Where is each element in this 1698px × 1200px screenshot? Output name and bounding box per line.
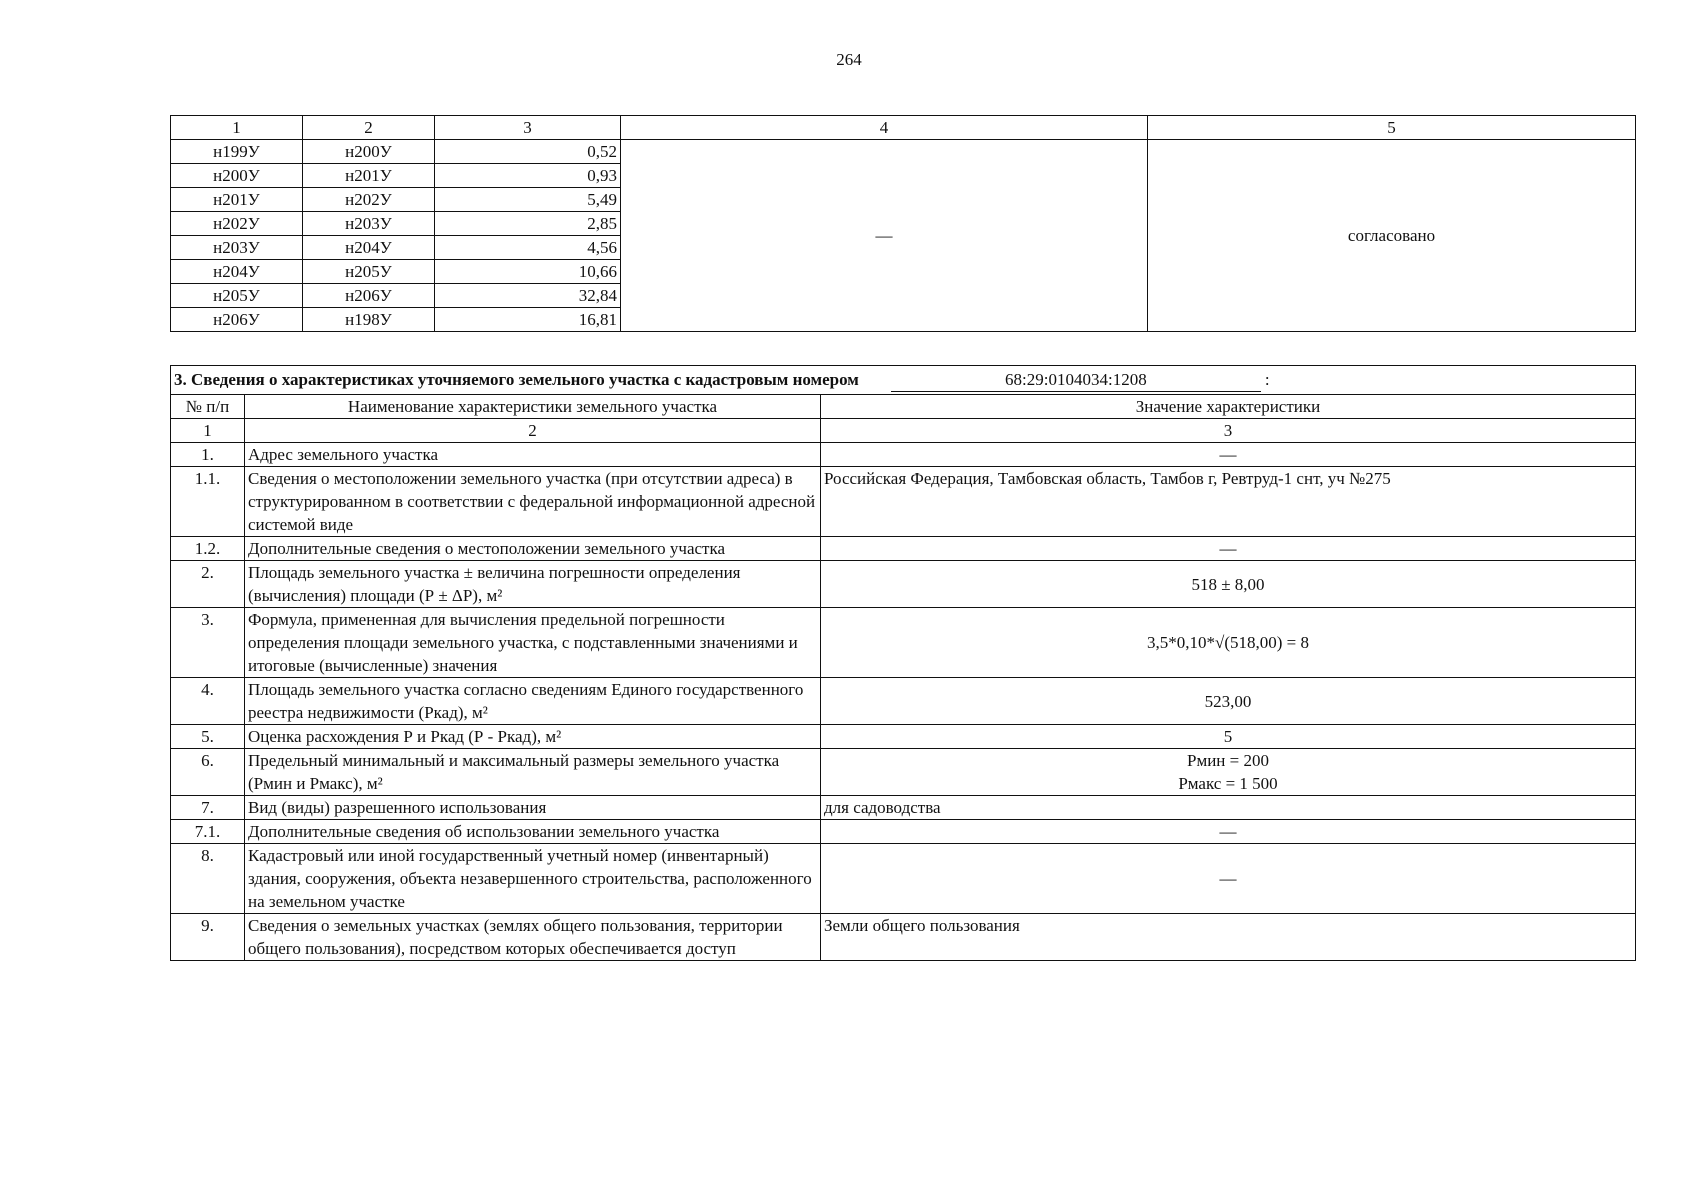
table-row [171, 561, 1636, 608]
col-number-1: 1 [171, 116, 303, 140]
row-value: 5 [821, 725, 1636, 749]
col5-merged-value: согласовано [1148, 140, 1636, 332]
point-to: н200У [303, 140, 435, 164]
row-value: Российская Федерация, Тамбовская область, Тамбов г, Ревтруд-1 снт, уч №275 [821, 467, 1636, 537]
row-value: Земли общего пользования [821, 914, 1636, 961]
header-num: № п/п [171, 395, 245, 419]
column-numbers-row [171, 419, 1636, 443]
characteristics-table [170, 365, 1636, 961]
row-name: Вид (виды) разрешенного использования [245, 796, 821, 820]
row-value: — [821, 820, 1636, 844]
row-number: 9. [171, 914, 245, 961]
section-title-cell [171, 366, 1636, 395]
segment-length: 5,49 [435, 188, 621, 212]
table-row [171, 796, 1636, 820]
row-name: Дополнительные сведения об использовании земельного участка [245, 820, 821, 844]
row-number: 7.1. [171, 820, 245, 844]
row-value: 3,5*0,10*√(518,00) = 8 [821, 608, 1636, 678]
row-number: 4. [171, 678, 245, 725]
point-from: н204У [171, 260, 303, 284]
segment-length: 10,66 [435, 260, 621, 284]
row-name: Площадь земельного участка ± величина погрешности определения (вычисления) площади (Р ± ΔР), м² [245, 561, 821, 608]
point-from: н203У [171, 236, 303, 260]
col-number-5: 5 [1148, 116, 1636, 140]
row-name: Сведения о земельных участках (землях общего пользования, территории общего пользования), посредством которых обеспечивается доступ [245, 914, 821, 961]
segment-length: 2,85 [435, 212, 621, 236]
row-value: — [821, 537, 1636, 561]
row-number: 1.1. [171, 467, 245, 537]
col-number-3: 3 [435, 116, 621, 140]
table-row [171, 844, 1636, 914]
segment-length: 0,52 [435, 140, 621, 164]
title-colon: : [1264, 370, 1270, 389]
table-row [171, 537, 1636, 561]
point-to: н198У [303, 308, 435, 332]
table-row [171, 749, 1636, 796]
row-number: 8. [171, 844, 245, 914]
row-number: 1. [171, 443, 245, 467]
row-number: 7. [171, 796, 245, 820]
col4-merged-value: — [621, 140, 1148, 332]
border-table-header-row [171, 116, 1636, 140]
row-value: — [821, 844, 1636, 914]
point-from: н201У [171, 188, 303, 212]
col-number-1: 1 [171, 419, 245, 443]
point-to: н206У [303, 284, 435, 308]
table-row [171, 608, 1636, 678]
point-from: н205У [171, 284, 303, 308]
table-row [171, 140, 1636, 164]
row-name: Формула, примененная для вычисления предельной погрешности определения площади земельного участка, с подставленными значениями и итоговые (вычисленные) значения [245, 608, 821, 678]
min-size-value: Рмин = 200 [1187, 751, 1269, 770]
point-to: н203У [303, 212, 435, 236]
row-number: 3. [171, 608, 245, 678]
col-number-4: 4 [621, 116, 1148, 140]
cadastral-number: 68:29:0104034:1208 [891, 368, 1261, 392]
point-to: н204У [303, 236, 435, 260]
row-value: — [821, 443, 1636, 467]
border-points-table [170, 115, 1636, 332]
row-name: Площадь земельного участка согласно сведениям Единого государственного реестра недвижимости (Ркад), м² [245, 678, 821, 725]
max-size-value: Рмакс = 1 500 [1178, 774, 1278, 793]
point-to: н202У [303, 188, 435, 212]
row-name: Адрес земельного участка [245, 443, 821, 467]
segment-length: 4,56 [435, 236, 621, 260]
section-title-row [171, 366, 1636, 395]
table-row [171, 914, 1636, 961]
col-number-2: 2 [245, 419, 821, 443]
point-to: н205У [303, 260, 435, 284]
row-value: 523,00 [821, 678, 1636, 725]
row-name: Кадастровый или иной государственный учетный номер (инвентарный) здания, сооружения, объекта незавершенного строительства, расположенного на земельном участке [245, 844, 821, 914]
row-name: Сведения о местоположении земельного участка (при отсутствии адреса) в структурированном в соответствии с федеральной информационной адресной системой виде [245, 467, 821, 537]
row-value-minmax [821, 749, 1636, 796]
header-value: Значение характеристики [821, 395, 1636, 419]
point-from: н200У [171, 164, 303, 188]
point-from: н206У [171, 308, 303, 332]
row-number: 6. [171, 749, 245, 796]
row-number: 1.2. [171, 537, 245, 561]
row-number: 5. [171, 725, 245, 749]
table-row [171, 678, 1636, 725]
point-from: н202У [171, 212, 303, 236]
point-to: н201У [303, 164, 435, 188]
table-row [171, 443, 1636, 467]
segment-length: 32,84 [435, 284, 621, 308]
table-row [171, 467, 1636, 537]
point-from: н199У [171, 140, 303, 164]
row-name: Дополнительные сведения о местоположении земельного участка [245, 537, 821, 561]
row-value: для садоводства [821, 796, 1636, 820]
row-name: Предельный минимальный и максимальный размеры земельного участка (Рмин и Рмакс), м² [245, 749, 821, 796]
col-number-3: 3 [821, 419, 1636, 443]
segment-length: 0,93 [435, 164, 621, 188]
page-number: 264 [836, 50, 862, 69]
table-row [171, 820, 1636, 844]
row-number: 2. [171, 561, 245, 608]
table-row [171, 725, 1636, 749]
col-number-2: 2 [303, 116, 435, 140]
segment-length: 16,81 [435, 308, 621, 332]
row-name: Оценка расхождения Р и Ркад (Р - Ркад), м² [245, 725, 821, 749]
row-value: 518 ± 8,00 [821, 561, 1636, 608]
header-name: Наименование характеристики земельного участка [245, 395, 821, 419]
section-title: 3. Сведения о характеристиках уточняемого земельного участка с кадастровым номером [174, 370, 859, 389]
table-header-row [171, 395, 1636, 419]
